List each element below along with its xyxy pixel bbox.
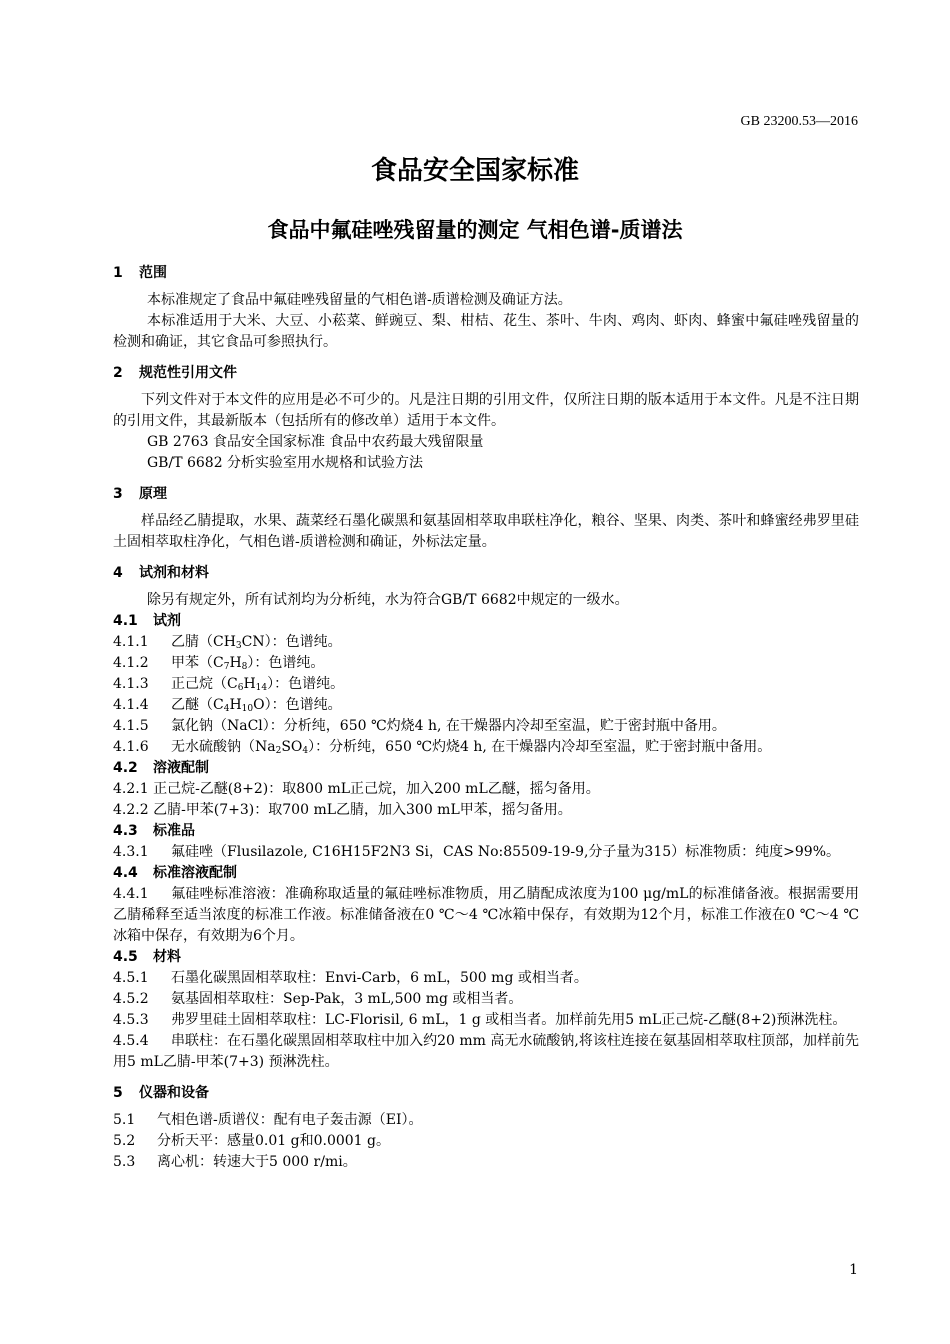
- list-item: 4.5.3 弗罗里硅土固相萃取柱：LC-Florisil, 6 mL，1 g 或相当者。加样前先用5 mL正己烷-乙醚(8+2)预淋洗柱。: [113, 1012, 847, 1028]
- paragraph: 除另有规定外，所有试剂均为分析纯，水为符合GB/T 6682中规定的一级水。: [147, 592, 629, 608]
- list-item: 4.4.1 氟硅唑标准溶液：准确称取适量的氟硅唑标准物质，用乙腈配成浓度为100 μg/mL的标准储备液。根据需要用乙腈稀释至适当浓度的标准工作液。标准储备液在0 ℃～4 ℃冰箱中保存，有效期为12个月，标准工作液在0 ℃～4 ℃冰箱中保存，有效期为6个月。: [113, 886, 859, 944]
- list-item: 4.1.2 甲苯$(C_7H_8)$：色谱纯。: [113, 655, 325, 672]
- list-item: 4.5.1 石墨化碳黑固相萃取柱：Envi-Carb，6 mL，500 mg 或相当者。: [113, 970, 588, 986]
- list-item: 4.5.4 串联柱：在石墨化碳黑固相萃取柱中加入约20 mm 高无水硫酸钠,将该柱连接在氨基固相萃取柱顶部，加样前先用5 mL乙腈-甲苯(7+3) 预淋洗柱。: [113, 1033, 859, 1070]
- section-heading: 3 原理: [113, 486, 167, 502]
- list-item: 4.3.1 氟硅唑（Flusilazole, C16H15F2N3 Si，CAS No:85509-19-9,分子量为315）标准物质：纯度>99%。: [113, 844, 841, 860]
- section-heading: 4 试剂和材料: [113, 565, 209, 581]
- subsection-heading: 4.3 标准品: [113, 823, 195, 839]
- subsection-heading: 4.2 溶液配制: [113, 760, 209, 776]
- subsection-heading: 4.5 材料: [113, 949, 181, 965]
- section-heading: 1 范围: [113, 265, 167, 281]
- list-item: 4.1.4 乙醚$(C_4H_{10}O)$：色谱纯。: [113, 697, 342, 714]
- list-item: 4.2.1 正己烷-乙醚(8+2)：取800 mL正己烷，加入200 mL乙醚，摇匀备用。: [113, 781, 600, 797]
- page-number: 1: [849, 1262, 858, 1278]
- main-title: 食品安全国家标准: [370, 156, 579, 186]
- reference-item: GB/T 6682 分析实验室用水规格和试验方法: [147, 455, 424, 471]
- section-heading: 2 规范性引用文件: [113, 365, 237, 381]
- section-heading: 5 仪器和设备: [113, 1085, 209, 1101]
- list-item: 4.1.5 氯化钠（NaCl）：分析纯，650 ℃灼烧4 h, 在干燥器内冷却至室温，贮于密封瓶中备用。: [113, 718, 726, 734]
- paragraph: 下列文件对于本文件的应用是必不可少的。凡是注日期的引用文件，仅所注日期的版本适用于本文件。凡是不注日期的引用文件，其最新版本（包括所有的修改单）适用于本文件。: [113, 392, 859, 429]
- subsection-heading: 4.4 标准溶液配制: [113, 865, 237, 881]
- document-body: [113, 258, 859, 1173]
- list-item: 4.1.1 乙腈$(CH_3CN)$：色谱纯。: [113, 634, 342, 651]
- paragraph: 本标准适用于大米、大豆、小菘菜、鲜豌豆、梨、柑桔、花生、茶叶、牛肉、鸡肉、虾肉、蜂蜜中氟硅唑残留量的检测和确证，其它食品可参照执行。: [113, 313, 859, 350]
- list-item: 4.1.3 正己烷$(C_6H_{14})$：色谱纯。: [113, 676, 345, 693]
- list-item: 4.5.2 氨基固相萃取柱：Sep-Pak，3 mL,500 mg 或相当者。: [113, 991, 523, 1007]
- paragraph: 本标准规定了食品中氟硅唑残留量的气相色谱-质谱检测及确证方法。: [147, 292, 572, 308]
- standard-code: GB 23200.53—2016: [740, 114, 858, 129]
- sub-title: 食品中氟硅唑残留量的测定 气相色谱-质谱法: [267, 218, 683, 242]
- list-item: 5.1 气相色谱-质谱仪：配有电子轰击源（EI）。: [113, 1112, 423, 1128]
- list-item: 5.3 离心机：转速大于5 000 r/mi。: [113, 1154, 357, 1170]
- paragraph: 样品经乙腈提取，水果、蔬菜经石墨化碳黑和氨基固相萃取串联柱净化，粮谷、坚果、肉类、茶叶和蜂蜜经弗罗里硅土固相萃取柱净化，气相色谱-质谱检测和确证，外标法定量。: [113, 513, 859, 550]
- reference-item: GB 2763 食品安全国家标准 食品中农药最大残留限量: [147, 434, 484, 450]
- list-item: 4.1.6 无水硫酸钠$(Na_2SO_4)$：分析纯，650 ℃灼烧4 h, 在干燥器内冷却至室温，贮于密封瓶中备用。: [113, 739, 772, 756]
- subsection-heading: 4.1 试剂: [113, 613, 181, 629]
- list-item: 5.2 分析天平：感量0.01 g和0.0001 g。: [113, 1133, 390, 1149]
- list-item: 4.2.2 乙腈-甲苯(7+3)：取700 mL乙腈，加入300 mL甲苯，摇匀备用。: [113, 802, 572, 818]
